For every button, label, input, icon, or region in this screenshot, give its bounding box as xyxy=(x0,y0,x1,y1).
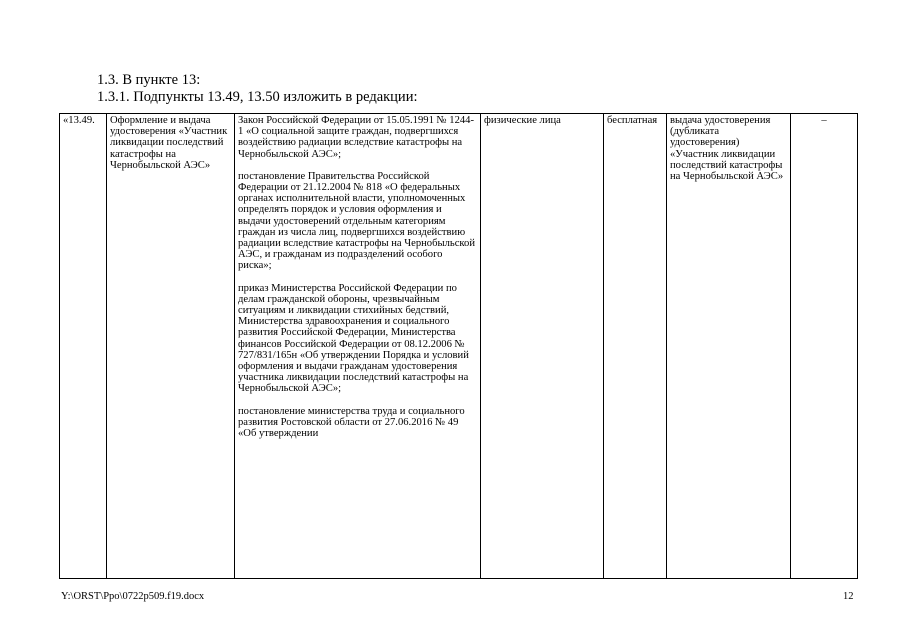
legal-basis-item: Закон Российской Федерации от 15.05.1991 № 1244-1 «О социальной защите граждан, подвергшихся воздействию радиации вследствие катастрофы на Чернобыльской АЭС»; xyxy=(238,115,474,160)
cell-recipients xyxy=(481,114,604,579)
table-row xyxy=(60,114,858,579)
cell-last xyxy=(791,114,858,579)
subsection-heading: 1.3.1. Подпункты 13.49, 13.50 изложить в редакции: xyxy=(97,89,418,105)
page-number: 12 xyxy=(843,591,854,602)
fee: бесплатная xyxy=(607,115,658,126)
legal-basis-item: приказ Министерства Российской Федерации по делам гражданской обороны, чрезвычайным ситуациям и ликвидации стихийных бедствий, Министерства здравоохранения и социального развития Российской Федерации, Министерства финансов Российской Федерации от 08.12.2006 № 727/831/165н «Об утверждении Порядка и условий оформления и выдачи гражданам удостоверения участника ликвидации последствий катастрофы на Чернобыльской АЭС»; xyxy=(238,282,469,395)
cell-result xyxy=(667,114,791,579)
cell-service xyxy=(107,114,235,579)
footer-file-path: Y:\ORST\Ppo\0722p509.f19.docx xyxy=(61,591,205,602)
row-number: «13.49. xyxy=(63,115,95,126)
services-table xyxy=(59,113,858,579)
section-heading: 1.3. В пункте 13: xyxy=(97,72,201,88)
result: выдача удостоверения (дубликата удостоверения) «Участник ликвидации последствий катастрофы на Чернобыльской АЭС» xyxy=(670,115,784,183)
legal-basis-item: постановление Правительства Российской Федерации от 21.12.2004 № 818 «О федеральных органах исполнительной власти, уполномоченных определять порядок и условия оформления и выдачи удостоверений отдельным категориям граждан из числа лиц, подвергшихся воздействию радиации вследствие катастрофы на Чернобыльской АЭС, и гражданам из подразделений особого риска»; xyxy=(238,170,475,272)
legal-basis-item: постановление министерства труда и социального развития Ростовской области от 27.06.2016 № 49 «Об утверждении xyxy=(238,405,465,440)
service-name: Оформление и выдача удостоверения «Участник ликвидации последствий катастрофы на Чернобыльской АЭС» xyxy=(110,115,228,171)
recipients: физические лица xyxy=(484,115,561,126)
cell-fee xyxy=(604,114,667,579)
dash: – xyxy=(821,115,827,126)
cell-number xyxy=(60,114,107,579)
cell-legal-basis xyxy=(235,114,481,579)
